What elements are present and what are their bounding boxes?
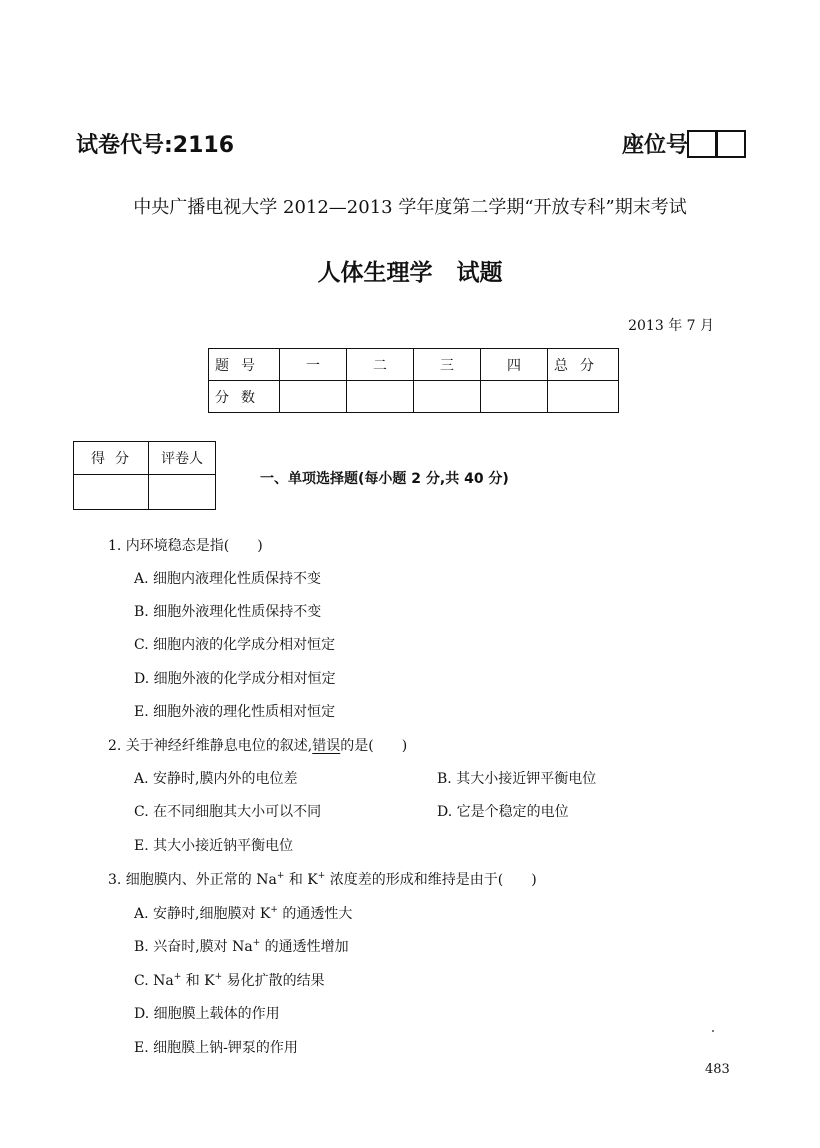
question-3-option-b bbox=[134, 936, 349, 956]
question-2-option-a: A. 安静时,膜内外的电位差 bbox=[134, 771, 298, 787]
score-table-row-header: 题号 bbox=[209, 349, 280, 381]
question-2-option-d: D. 它是个稳定的电位 bbox=[437, 804, 569, 820]
question-1-option-b: B. 细胞外液理化性质保持不变 bbox=[134, 604, 322, 620]
question-3-option-b-tail: 的通透性增加 bbox=[260, 939, 349, 955]
scan-speck bbox=[712, 1030, 714, 1032]
score-cell-1 bbox=[280, 381, 347, 413]
score-table-col-1: 一 bbox=[280, 349, 347, 381]
question-2-stem-suffix: 的是( ) bbox=[340, 738, 408, 754]
score-cell-2 bbox=[347, 381, 414, 413]
question-3-stem-part-2: 和 K bbox=[284, 872, 318, 888]
question-2-option-e: E. 其大小接近钠平衡电位 bbox=[134, 838, 294, 854]
score-cell-3 bbox=[414, 381, 481, 413]
score-table-score-header: 分数 bbox=[209, 381, 280, 413]
paper-code: 试卷代号:2116 bbox=[76, 133, 235, 158]
question-3-option-d: D. 细胞膜上载体的作用 bbox=[134, 1006, 280, 1022]
question-1-option-c: C. 细胞内液的化学成分相对恒定 bbox=[134, 637, 336, 653]
question-3-option-e: E. 细胞膜上钠-钾泵的作用 bbox=[134, 1040, 298, 1056]
grader-label: 评卷人 bbox=[149, 442, 216, 475]
question-1-option-a: A. 细胞内液理化性质保持不变 bbox=[134, 571, 322, 587]
question-3-option-c-sup-2: + bbox=[214, 972, 223, 982]
question-3-stem bbox=[108, 869, 537, 889]
grader-table-header-row bbox=[74, 442, 216, 475]
question-3-stem-part-1: 3. 细胞膜内、外正常的 Na bbox=[108, 872, 277, 888]
exam-title bbox=[0, 254, 820, 287]
question-2-option-b: B. 其大小接近钾平衡电位 bbox=[437, 771, 597, 787]
question-3-option-b-text: B. 兴奋时,膜对 Na bbox=[134, 939, 253, 955]
question-3-option-a-tail: 的通透性大 bbox=[277, 906, 353, 922]
exam-subject: 人体生理学 bbox=[317, 260, 433, 286]
university-line: 中央广播电视大学 2012—2013 学年度第二学期“开放专科”期末考试 bbox=[133, 197, 687, 218]
exam-date: 2013 年 7 月 bbox=[628, 318, 714, 334]
exam-title-suffix: 试题 bbox=[456, 260, 503, 286]
grader-score-label: 得分 bbox=[74, 442, 149, 475]
score-table-total: 总分 bbox=[548, 349, 619, 381]
score-cell-total bbox=[548, 381, 619, 413]
seat-number-field bbox=[622, 128, 746, 159]
question-2-stem-emphasis: 错误 bbox=[312, 738, 341, 754]
question-3-option-a-text: A. 安静时,细胞膜对 K bbox=[134, 906, 271, 922]
question-3-option-a-sup: + bbox=[270, 905, 278, 915]
seat-label: 座位号 bbox=[622, 133, 689, 158]
score-table-header-row bbox=[209, 349, 619, 381]
question-3-stem-part-3: 浓度差的形成和维持是由于( ) bbox=[325, 872, 537, 888]
question-3-option-c-mid: 和 K bbox=[181, 973, 215, 989]
grader-table bbox=[73, 441, 216, 510]
question-2-option-c: C. 在不同细胞其大小可以不同 bbox=[134, 804, 322, 820]
question-2-stem bbox=[108, 735, 407, 755]
seat-box-2 bbox=[716, 130, 746, 158]
score-table bbox=[208, 348, 619, 413]
page-number: 483 bbox=[705, 1062, 730, 1077]
grader-name-cell bbox=[149, 475, 216, 510]
seat-box-1 bbox=[687, 130, 717, 158]
question-3-option-c-sup-1: + bbox=[173, 972, 182, 982]
score-cell-4 bbox=[481, 381, 548, 413]
question-3-option-c-text: C. Na bbox=[134, 973, 174, 989]
question-3-option-a bbox=[134, 903, 352, 923]
grader-score-cell bbox=[74, 475, 149, 510]
question-3-option-c-tail: 易化扩散的结果 bbox=[222, 973, 325, 989]
question-3-option-b-sup: + bbox=[252, 938, 261, 948]
section-title: 一、单项选择题(每小题 2 分,共 40 分) bbox=[260, 471, 509, 487]
question-3-option-c bbox=[134, 970, 325, 990]
question-3-stem-sup-1: + bbox=[276, 871, 285, 881]
score-table-col-2: 二 bbox=[347, 349, 414, 381]
question-2-stem-prefix: 2. 关于神经纤维静息电位的叙述, bbox=[108, 738, 313, 754]
question-3-stem-sup-2: + bbox=[317, 871, 326, 881]
score-table-col-3: 三 bbox=[414, 349, 481, 381]
question-1-option-e: E. 细胞外液的理化性质相对恒定 bbox=[134, 704, 336, 720]
score-table-score-row bbox=[209, 381, 619, 413]
grader-table-input-row bbox=[74, 475, 216, 510]
score-table-col-4: 四 bbox=[481, 349, 548, 381]
question-1-stem: 1. 内环境稳态是指( ) bbox=[108, 538, 263, 554]
question-1-option-d: D. 细胞外液的化学成分相对恒定 bbox=[134, 671, 336, 687]
